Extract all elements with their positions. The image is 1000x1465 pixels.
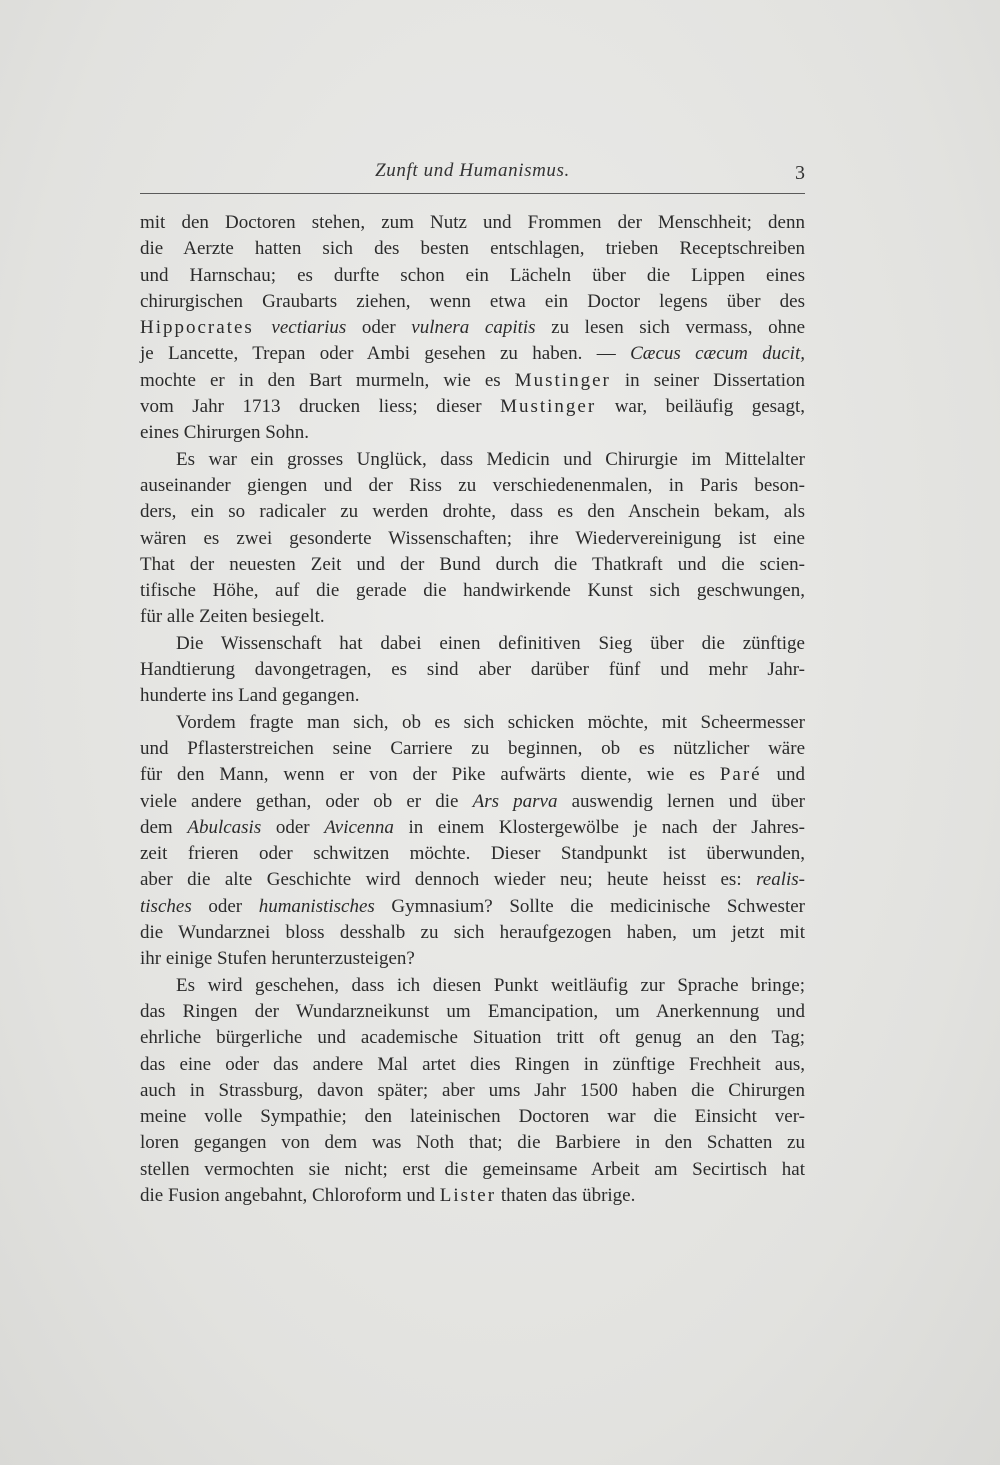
text-line: Hippocrates vectiarius oder vulnera capitis zu lesen sich vermass, ohne xyxy=(140,317,806,339)
text-line: Es war ein grosses Unglück, dass Medicin und Chirurgie im Mittelalter xyxy=(176,448,805,470)
text-line: Die Wissenschaft hat dabei einen definitiven Sieg über die zünftige xyxy=(176,632,805,654)
text-line: mochte er in den Bart murmeln, wie es Mustinger in seiner Dissertation xyxy=(140,369,805,391)
text-line: wären es zwei gesonderte Wissenschaften; ihre Wiedervereinigung ist eine xyxy=(140,527,805,549)
text-line: dem Abulcasis oder Avicenna in einem Klostergewölbe je nach der Jahres- xyxy=(140,816,806,838)
text-line: das Ringen der Wundarzneikunst um Emancipation, um Anerkennung und xyxy=(140,1000,805,1022)
header-rule xyxy=(140,193,805,194)
paragraph-4 xyxy=(140,710,805,973)
text-line: die Wundarznei bloss desshalb zu sich heraufgezogen haben, um jetzt mit xyxy=(140,922,805,944)
text-line: meine volle Sympathie; den lateinischen Doctoren war die Einsicht ver- xyxy=(140,1106,805,1128)
text-line: die Aerzte hatten sich des besten entschlagen, trieben Receptschreiben xyxy=(140,238,805,260)
text-line: ehrliche bürgerliche und academische Situation tritt oft genug an den Tag; xyxy=(140,1027,805,1049)
running-header xyxy=(140,160,805,190)
text-line: ihr einige Stufen herunterzusteigen? xyxy=(140,948,415,970)
text-line: ders, ein so radicaler zu werden drohte, dass es den Anschein bekam, als xyxy=(140,501,805,523)
text-line: stellen vermochten sie nicht; erst die gemeinsame Arbeit am Secirtisch hat xyxy=(140,1158,805,1180)
text-line: je Lancette, Trepan oder Ambi gesehen zu haben. — Cæcus cæcum ducit, xyxy=(140,343,805,365)
text-line: vom Jahr 1713 drucken liess; dieser Mustinger war, beiläufig gesagt, xyxy=(140,396,805,418)
text-line: Vordem fragte man sich, ob es sich schicken möchte, mit Scheermesser xyxy=(176,711,805,733)
text-line: tifische Höhe, auf die gerade die handwirkende Kunst sich geschwungen, xyxy=(140,580,805,602)
text-line: das eine oder das andere Mal artet dies Ringen in zünftige Frechheit aus, xyxy=(140,1053,805,1075)
text-line: zeit frieren oder schwitzen möchte. Dieser Standpunkt ist überwunden, xyxy=(140,843,805,865)
text-line: viele andere gethan, oder ob er die Ars parva auswendig lernen und über xyxy=(140,790,805,812)
paragraph-1 xyxy=(140,210,805,447)
text-line: auseinander giengen und der Riss zu verschiedenenmalen, in Paris beson- xyxy=(140,474,805,496)
text-line: auch in Strassburg, davon später; aber ums Jahr 1500 haben die Chirurgen xyxy=(140,1079,805,1101)
page-number: 3 xyxy=(795,162,805,184)
text-line: loren gegangen von dem was Noth that; die Barbiere in den Schatten zu xyxy=(140,1132,805,1154)
body-text xyxy=(140,210,805,1209)
text-line: und Pflasterstreichen seine Carriere zu beginnen, ob es nützlicher wäre xyxy=(140,737,805,759)
text-line: That der neuesten Zeit und der Bund durch die Thatkraft und die scien- xyxy=(140,553,805,575)
text-line: tisches oder humanistisches Gymnasium? Sollte die medicinische Schwester xyxy=(140,895,805,917)
text-line: Handtierung davongetragen, es sind aber darüber fünf und mehr Jahr- xyxy=(140,659,805,681)
text-line: mit den Doctoren stehen, zum Nutz und Frommen der Menschheit; denn xyxy=(140,212,805,233)
text-line: aber die alte Geschichte wird dennoch wieder neu; heute heisst es: realis- xyxy=(140,869,805,891)
text-line: hunderte ins Land gegangen. xyxy=(140,685,360,707)
text-line: die Fusion angebahnt, Chloroform und Lister thaten das übrige. xyxy=(140,1184,636,1206)
text-line: chirurgischen Graubarts ziehen, wenn etwa ein Doctor legens über des xyxy=(140,290,805,312)
chapter-title: Zunft und Humanismus. xyxy=(375,160,570,181)
paragraph-2 xyxy=(140,447,805,631)
text-line: für alle Zeiten besiegelt. xyxy=(140,606,325,628)
paragraph-5 xyxy=(140,973,805,1210)
text-line: eines Chirurgen Sohn. xyxy=(140,422,310,444)
text-line: und Harnschau; es durfte schon ein Lächeln über die Lippen eines xyxy=(140,264,805,286)
text-line: für den Mann, wenn er von der Pike aufwärts diente, wie es Paré und xyxy=(140,764,805,786)
paragraph-3 xyxy=(140,631,805,710)
text-line: Es wird geschehen, dass ich diesen Punkt weitläufig zur Sprache bringe; xyxy=(176,974,805,996)
